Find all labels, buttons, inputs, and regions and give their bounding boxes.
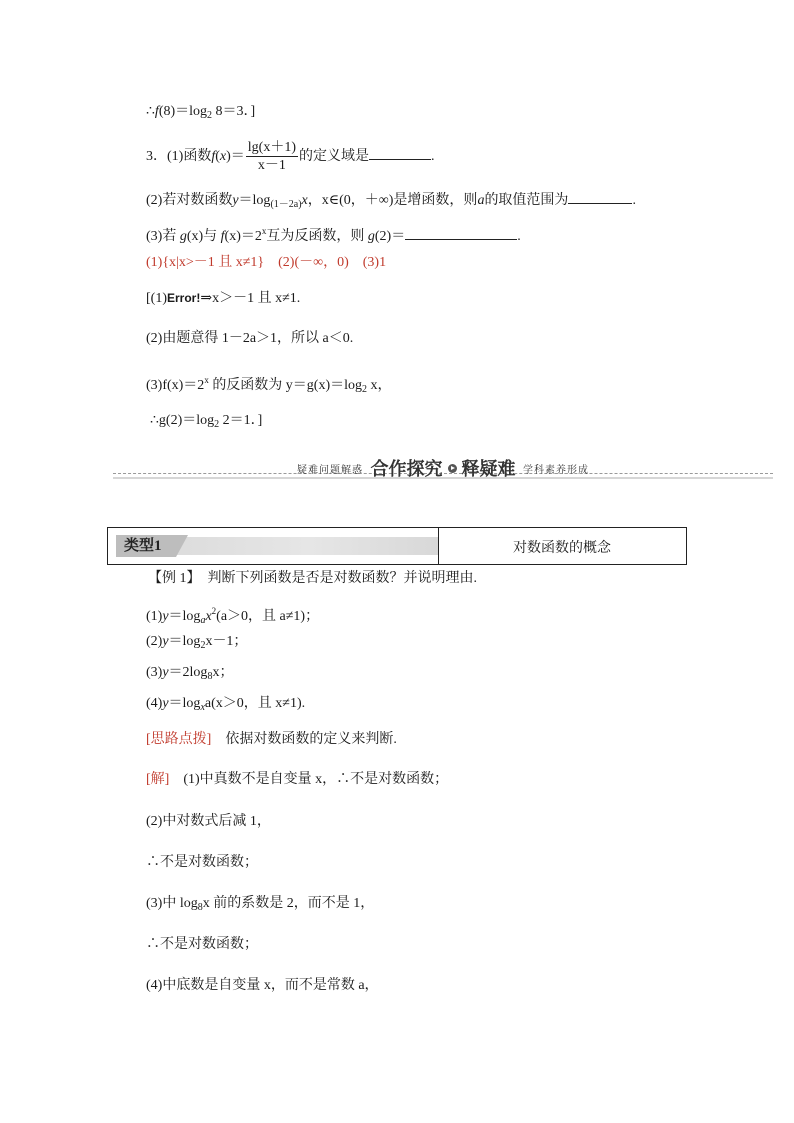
solution-line-1: [解] (1)中真数不是自变量 x，∴不是对数函数； xyxy=(146,772,449,787)
solution-line-3: ∴不是对数函数； xyxy=(146,855,258,870)
banner-title-2: 释疑难 xyxy=(461,459,516,479)
banner-right-caption: 学科素养形成 xyxy=(523,465,589,476)
section-banner xyxy=(113,453,773,483)
example-heading: 【例 1】 判断下列函数是否是对数函数？并说明理由. xyxy=(148,571,477,586)
example-item-3: $(3)y=2\log_8x$； xyxy=(146,665,234,682)
hint-label: [思路点拨] xyxy=(146,732,212,747)
hint-line: [思路点拨] 依据对数函数的定义来判断. xyxy=(146,732,397,747)
arrow-dot-icon xyxy=(448,464,457,473)
answer-blank xyxy=(369,146,431,160)
type-box-title: 对数函数的概念 xyxy=(513,541,611,556)
question-3-2: (2)若对数函数$y=\log_{(1-2a)}x$，x∈(0，＋∞)是增函数，则a的取值范围为 . xyxy=(146,190,636,214)
banner-title-1: 合作探究 xyxy=(370,459,443,479)
solution-3: $(3)f(x)=2^x$ 的反函数为 $y=g(x)=\log_2$ x， xyxy=(146,375,392,395)
line-f8-result: $\therefore f(8)=\log_2$ 8＝3．] xyxy=(146,104,256,121)
question-3-3: (3)若 g(x)与 $f(x)=2^x$互为反函数，则 g(2)＝ . xyxy=(146,226,521,244)
answer-blank xyxy=(568,190,632,204)
answer-blank xyxy=(405,226,517,240)
solution-1: [(1)Error!⇒x＞－1 且 x≠1. xyxy=(146,291,301,306)
fraction: $\frac{\lg(x+1)}{x-1}$ xyxy=(247,140,296,174)
solution-line-5: ∴不是对数函数； xyxy=(146,937,258,952)
example-item-2: $(2)y=\log_2x-1$； xyxy=(146,634,248,651)
question-3-1: 3．(1)函数f(x)＝ $\frac{\lg(x+1)}{x-1}$ 的定义域是 . xyxy=(146,140,435,174)
solution-line-4: (3)中 $\log_8x$ 前的系数是 2，而不是 1， xyxy=(146,896,375,913)
type-tag-label: 类型1 xyxy=(116,535,176,557)
solution-line-2: (2)中对数式后减 1， xyxy=(146,814,271,829)
solution-4: $\therefore g(2)=\log_2$ 2＝1．] xyxy=(150,413,263,430)
banner-left-caption: 疑难问题解惑 xyxy=(297,465,363,476)
solution-label: [解] xyxy=(146,772,170,787)
solution-2: (2)由题意得 1－2a＞1，所以 a＜0. xyxy=(146,331,354,346)
answer-line: (1){x|x>－1 且 x≠1} (2)(－∞，0) (3)1 xyxy=(146,255,387,270)
example-item-1: $(1)y=\log_ax^2(a>0$，且 a≠1)； xyxy=(146,606,320,626)
example-item-4: $(4)y=\log_xa(x>0$，且 x≠1). xyxy=(146,696,306,713)
type-box xyxy=(107,527,687,565)
solution-line-6: (4)中底数是自变量 x，而不是常数 a， xyxy=(146,978,379,993)
